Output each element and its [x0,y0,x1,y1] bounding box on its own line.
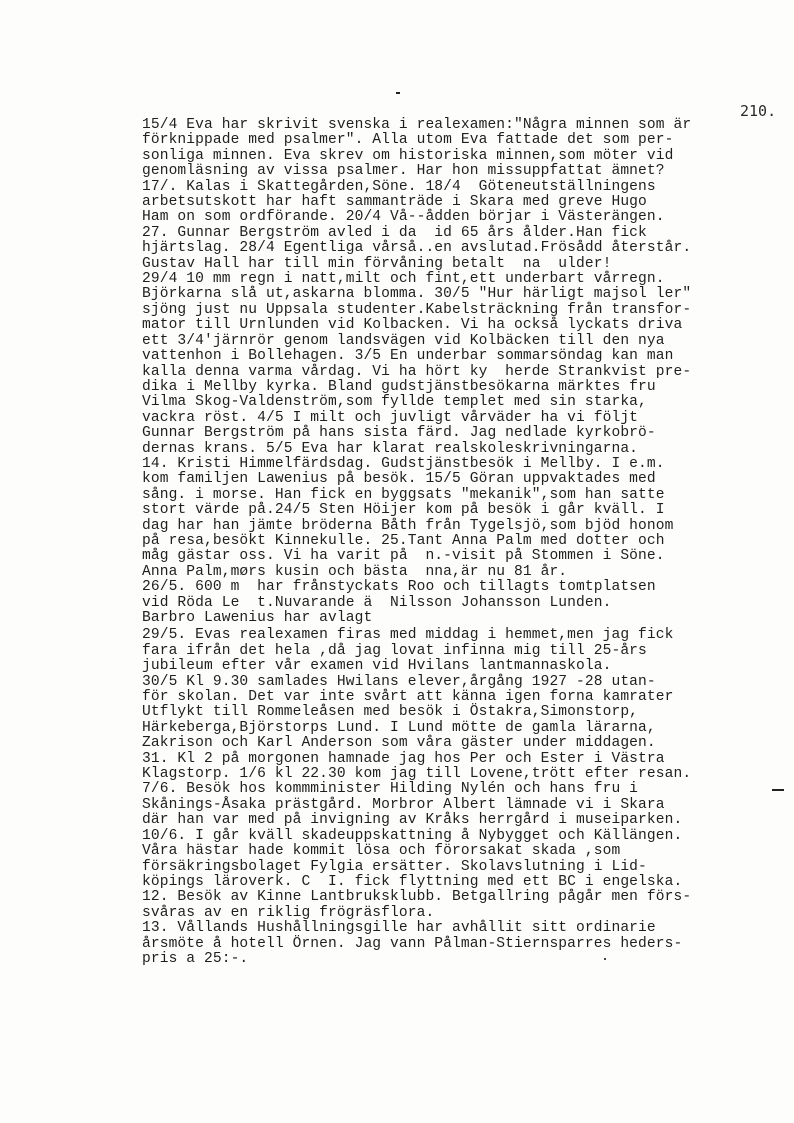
text-line: ett 3/4'järnrör genom landsvägen vid Kolbäcken till den nya [142,332,665,349]
text-line: fara ifrån det hela ,då jag lovat infinna mig till 25-års [142,642,647,659]
text-line: Björkarna slå ut,askarna blomma. 30/5 "Hur härligt majsol ler" [142,286,692,303]
text-line: Ham on som ordförande. 20/4 Vå--ådden börjar i Västerängen. [142,209,665,226]
text-line: stort värde på.24/5 Sten Höijer kom på besök i går kväll. I [142,502,665,519]
text-line: 29/4 10 mm regn i natt,milt och fint,ett underbart vårregn. [142,271,665,288]
text-line: vid Röda Le t.Nuvarande ä Nilsson Johansson Lunden. [142,594,612,611]
margin-mark [396,92,400,94]
text-line: 10/6. I går kväll skadeuppskattning å Nybygget och Källängen. [142,827,683,844]
text-line: 14. Kristi Himmelfärdsdag. Gudstjänstbesök i Mellby. I e.m. [142,455,665,472]
text-line: 12. Besök av Kinne Lantbruksklubb. Betgallring pågår men förs- [142,889,692,906]
text-line: Vilma Skog-Valdenström,som fyllde templet med sin starka, [142,394,647,411]
text-line: Skånings-Åsaka prästgård. Morbror Albert lämnade vi i Skara [142,796,665,813]
text-line: Härkeberga,Björstorps Lund. I Lund mötte de gamla lärarna, [142,719,656,736]
text-line: mator till Urnlunden vid Kolbacken. Vi ha också lyckats driva [142,317,683,334]
text-line: förknippade med psalmer". Alla utom Eva fattade det som per- [142,132,674,149]
text-line: Utflykt till Rommeleåsen med besök i Östakra,Simonstorp, [142,704,639,721]
text-line: Våra hästar hade kommit lösa och förorsakat skada ,som [142,843,621,860]
text-line: Gunnar Bergström på hans sista färd. Jag nedlade kyrkobrö- [142,425,656,442]
text-line: köpings läroverk. C I. fick flyttning med ett BC i engelska. [142,873,683,890]
text-line: 29/5. Evas realexamen firas med middag i hemmet,men jag fick [142,627,674,644]
text-line: pris a 25:-. [142,950,249,967]
text-line: arbetsutskott har haft sammanträde i Skara med greve Hugo [142,194,647,211]
text-line: vackra röst. 4/5 I milt och juvligt vårväder ha vi följt [142,409,639,426]
text-line: sjöng just nu Uppsala studenter.Kabelsträckning från transfor- [142,301,692,318]
text-line: 17/. Kalas i Skattegården,Söne. 18/4 Göteneutställningens [142,178,656,195]
text-line: 26/5. 600 m har frånstyckats Roo och tillagts tomtplatsen [142,579,656,596]
ink-dot [604,958,606,960]
text-line: kom familjen Lawenius på besök. 15/5 Göran uppvaktades med [142,471,656,488]
text-line: försäkringsbolaget Fylgia ersätter. Skolavslutning i Lid- [142,858,647,875]
text-line: 15/4 Eva har skrivit svenska i realexamen:"Några minnen som är [142,117,692,133]
text-line: dika i Mellby kyrka. Bland gudstjänstbesökarna märktes fru [142,378,656,395]
text-line: dernas krans. 5/5 Eva har klarat realskoleskrivningarna. [142,440,639,457]
text-line: Gustav Hall har till min förvåning betalt na ulder! [142,255,612,272]
text-line: där han var med på invigning av Kråks herrgård i museiparken. [142,812,683,829]
text-line: 27. Gunnar Bergström avled i da id 65 års ålder.Han fick [142,224,647,241]
text-line: svåras av en riklig frögräsflora. [142,904,435,921]
text-line: för skolan. Det var inte svårt att känna igen forna kamrater [142,689,674,706]
margin-dash-mark [772,789,784,791]
text-line: 13. Vållands Hushållningsgille har avhållit sitt ordinarie [142,920,656,937]
text-line: Klagstorp. 1/6 kl 22.30 kom jag till Lovene,trött efter resan. [142,766,692,783]
page-number: 210. [740,102,777,120]
text-line: genomläsning av vissa psalmer. Har hon missuppfattat ämnet? [142,163,665,180]
typewritten-text-block [142,118,782,967]
text-line: hjärtslag. 28/4 Egentliga vårså..en avslutad.Frösådd återstår. [142,240,692,257]
text-line: vattenhon i Bollehagen. 3/5 En underbar sommarsöndag kan man [142,348,674,365]
text-line: måg gästar oss. Vi ha varit på n.-visit på Stommen i Söne. [142,548,665,565]
text-line: på resa,besökt Kinnekulle. 25.Tant Anna Palm med dotter och [142,532,665,549]
text-line: sonliga minnen. Eva skrev om historiska minnen,som möter vid [142,147,674,164]
text-line: jubileum efter vår examen vid Hvilans lantmannaskola. [142,658,612,675]
text-line: Anna Palm,mørs kusin och bästa nna,är nu 81 år. [142,563,568,580]
text-line: 31. Kl 2 på morgonen hamnade jag hos Per och Ester i Västra [142,750,665,767]
text-line: dag har han jämte bröderna Båth från Tygelsjö,som bjöd honom [142,517,674,534]
text-line: Zakrison och Karl Anderson som våra gäster under middagen. [142,735,656,752]
text-line: Barbro Lawenius har avlagt [142,610,373,626]
text-line: 7/6. Besök hos kommminister Hilding Nylén och hans fru i [142,781,639,798]
text-line: sång. i morse. Han fick en byggsats "mekanik",som han satte [142,486,665,503]
text-line: årsmöte å hotell Örnen. Jag vann Pålman-Stiernsparres heders- [142,935,683,952]
text-line: 30/5 Kl 9.30 samlades Hwilans elever,årgång 1927 -28 utan- [142,673,656,690]
text-line: kalla denna varma vårdag. Vi ha hört ky herde Strankvist pre- [142,363,692,380]
